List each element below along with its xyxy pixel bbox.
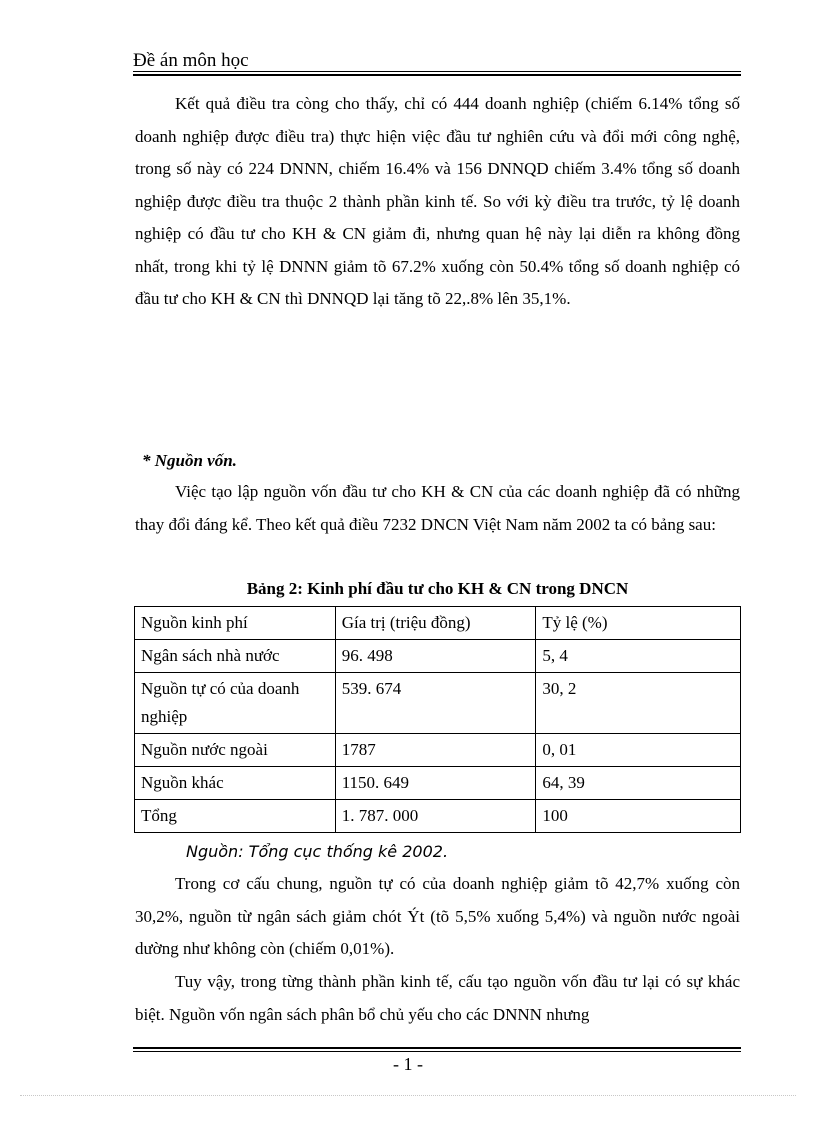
page-number: - 1 - <box>393 1054 423 1074</box>
table-cell: 30, 2 <box>536 673 741 734</box>
table-row <box>135 640 741 673</box>
paragraph-however: Tuy vậy, trong từng thành phần kinh tế, cấu tạo nguồn vốn đầu tư lại có sự khác biệt. Nguồn vốn ngân sách phân bổ chủ yếu cho các DNNN nhưng <box>135 972 740 1024</box>
table-cell: 64, 39 <box>536 767 741 800</box>
table-cell: Nguồn nước ngoài <box>135 734 336 767</box>
table-cell: 1. 787. 000 <box>335 800 536 833</box>
header-title: Đề án môn học <box>133 50 249 71</box>
table-cell: Nguồn khác <box>135 767 336 800</box>
funding-table <box>134 606 741 833</box>
table-header-row <box>135 607 741 640</box>
header-rule-thick <box>133 74 741 76</box>
table-cell: 0, 01 <box>536 734 741 767</box>
table-cell: 5, 4 <box>536 640 741 673</box>
table-cell: Ngân sách nhà nước <box>135 640 336 673</box>
table-row <box>135 800 741 833</box>
paragraph-survey: Kết quả điều tra còng cho thấy, chỉ có 444 doanh nghiệp (chiếm 6.14% tổng số doanh nghiệp được điều tra) thực hiện việc đầu tư nghiên cứu và đổi mới công nghệ, trong số này có 224 DNNN, chiếm 16.4% và 156 DNNQD chiếm 3.4% tổng số doanh nghiệp được điều tra thuộc 2 thành phần kinh tế. So với kỳ điều tra trước, tỷ lệ doanh nghiệp có đầu tư cho KH & CN giảm đi, nhưng quan hệ này lại diễn ra không đồng nhất, trong khi tỷ lệ DNNN giảm tõ 67.2% xuống còn 50.4% tổng số doanh nghiệp có đầu tư cho KH & CN thì DNNQD lại tăng tõ 22,.8% lên 35,1%. <box>135 94 740 308</box>
table-cell: 96. 498 <box>335 640 536 673</box>
table-header-cell: Tỷ lệ (%) <box>536 607 741 640</box>
header-rule-thin <box>133 71 741 72</box>
table-cell: Tổng <box>135 800 336 833</box>
table-row <box>135 673 741 734</box>
table-cell: Nguồn tự có của doanh nghiệp <box>135 673 336 734</box>
table-row <box>135 734 741 767</box>
table-cell: 100 <box>536 800 741 833</box>
table-cell: 1787 <box>335 734 536 767</box>
paragraph-structure: Trong cơ cấu chung, nguồn tự có của doanh nghiệp giảm tõ 42,7% xuống còn 30,2%, nguồn từ ngân sách giảm chót Ýt (tõ 5,5% xuống 5,4%) và nguồn nước ngoài dường như không còn (chiếm 0,01%). <box>135 874 740 958</box>
table-cell: 539. 674 <box>335 673 536 734</box>
table-header-cell: Gía trị (triệu đồng) <box>335 607 536 640</box>
footer-rule-thick <box>133 1047 741 1049</box>
table-source-note: Nguồn: Tổng cục thống kê 2002. <box>186 842 449 861</box>
table-row <box>135 767 741 800</box>
table-caption: Bảng 2: Kinh phí đầu tư cho KH & CN trong DNCN <box>246 579 629 598</box>
page-edge-divider <box>20 1095 796 1096</box>
table-header-cell: Nguồn kinh phí <box>135 607 336 640</box>
section-heading-funding: * Nguồn vốn. <box>142 451 237 470</box>
paragraph-funding-intro: Việc tạo lập nguồn vốn đầu tư cho KH & CN của các doanh nghiệp đã có những thay đổi đáng kể. Theo kết quả điều 7232 DNCN Việt Nam năm 2002 ta có bảng sau: <box>135 482 740 534</box>
table-cell: 1150. 649 <box>335 767 536 800</box>
